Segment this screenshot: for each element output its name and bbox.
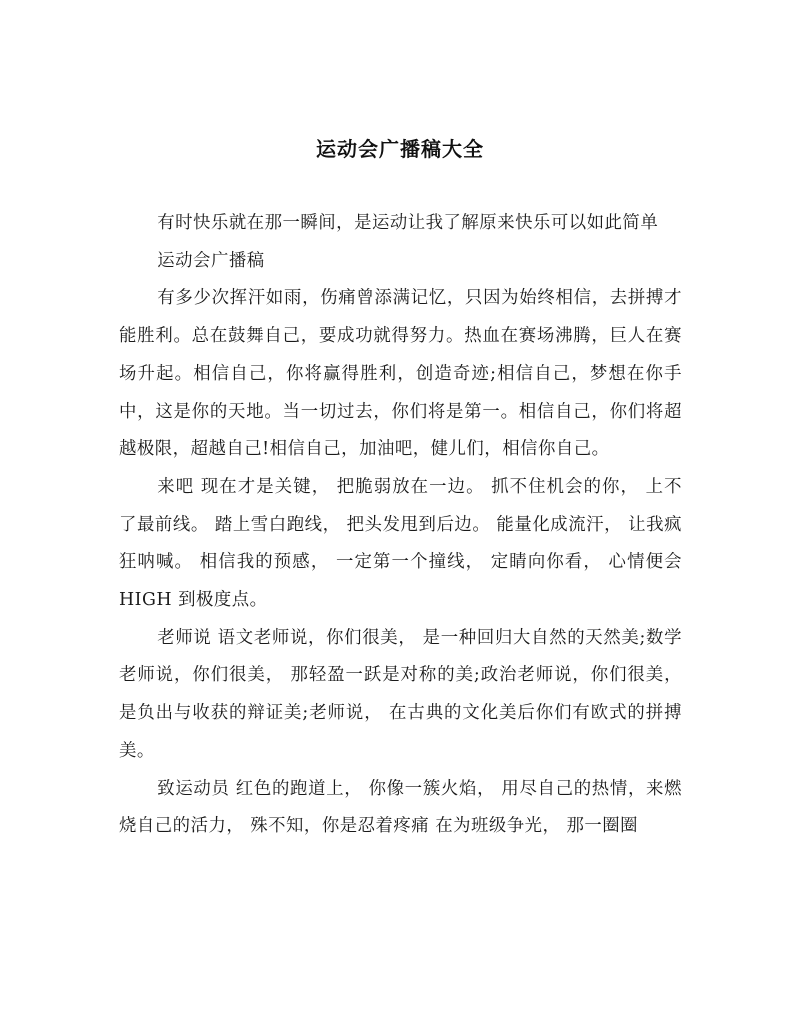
paragraph-to-athletes: 致运动员 红色的跑道上， 你像一簇火焰， 用尽自己的热情，来燃烧自己的活力， 殊不知，你是忍着疼痛 在为班级争光， 那一圈圈 — [119, 778, 682, 837]
paragraph-subtitle: 运动会广播稿 — [157, 250, 265, 271]
document-body — [119, 205, 682, 846]
document-title: 运动会广播稿大全 — [316, 137, 484, 161]
paragraph-teacher-says: 老师说 语文老师说，你们很美， 是一种回归大自然的天然美;数学老师说，你们很美， 那轻盈一跃是对称的美;政治老师说，你们很美， 是负出与收获的辩证美;老师说， 在古典的文化美后你们有欧式的拼搏美。 — [119, 627, 682, 761]
paragraph-believe-yourself: 有多少次挥汗如雨，伤痛曾添满记忆，只因为始终相信，去拼搏才能胜利。总在鼓舞自己，要成功就得努力。热血在赛场沸腾，巨人在赛场升起。相信自己，你将赢得胜利，创造奇迹;相信自己，梦想在你手中，这是你的天地。当一切过去，你们将是第一。相信自己，你们将超越极限，超越自己!相信自己，加油吧，健儿们，相信你自己。 — [119, 288, 682, 460]
paragraph-intro: 有时快乐就在那一瞬间，是运动让我了解原来快乐可以如此简单 — [157, 213, 659, 233]
paragraph-come-on: 来吧 现在才是关键， 把脆弱放在一边。 抓不住机会的你， 上不了最前线。 踏上雪白跑线， 把头发甩到后边。 能量化成流汗， 让我疯狂呐喊。 相信我的预感， 一定第一个撞线， 定睛向你看， 心情便会 HIGH 到极度点。 — [119, 476, 682, 611]
